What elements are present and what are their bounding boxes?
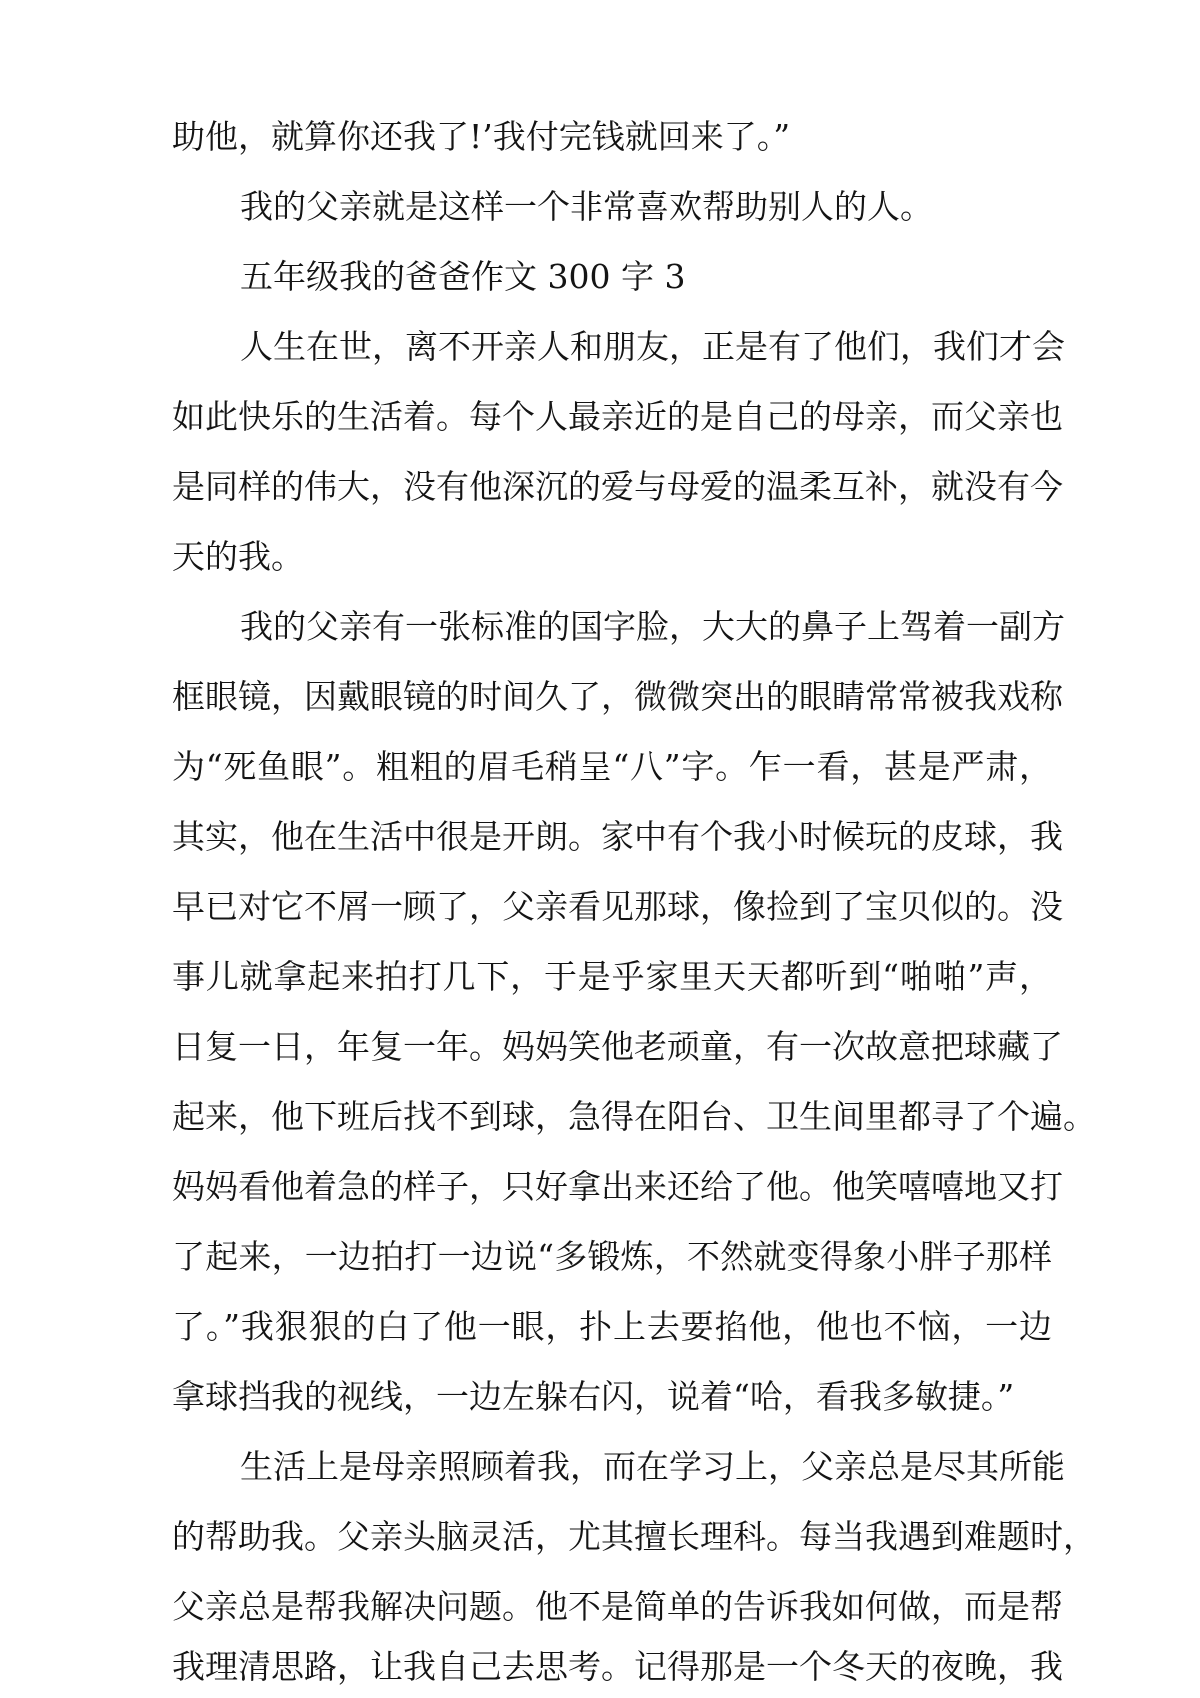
text-line: 早已对它不屑一顾了，父亲看见那球，像捡到了宝贝似的。没 bbox=[172, 887, 1063, 926]
text-line: 助他，就算你还我了!’我付完钱就回来了。” bbox=[172, 117, 791, 156]
text-line: 框眼镜，因戴眼镜的时间久了，微微突出的眼睛常常被我戏称 bbox=[172, 677, 1063, 716]
text-line: 了起来，一边拍打一边说“多锻炼，不然就变得象小胖子那样 bbox=[172, 1237, 1052, 1276]
text-line: 如此快乐的生活着。每个人最亲近的是自己的母亲，而父亲也 bbox=[172, 397, 1063, 436]
section-heading: 五年级我的爸爸作文 300 字 3 bbox=[240, 257, 686, 296]
text-line: 了。”我狠狠的白了他一眼，扑上去要掐他，他也不恼，一边 bbox=[172, 1307, 1052, 1346]
text-line: 的帮助我。父亲头脑灵活，尤其擅长理科。每当我遇到难题时， bbox=[172, 1517, 1096, 1556]
text-line: 日复一日，年复一年。妈妈笑他老顽童，有一次故意把球藏了 bbox=[172, 1027, 1063, 1066]
text-line: 我的父亲有一张标准的国字脸，大大的鼻子上驾着一副方 bbox=[240, 607, 1065, 646]
text-line: 事儿就拿起来拍打几下，于是乎家里天天都听到“啪啪”声， bbox=[172, 957, 1052, 996]
text-line: 是同样的伟大，没有他深沉的爱与母爱的温柔互补，就没有今 bbox=[172, 467, 1063, 506]
text-line: 我理清思路，让我自己去思考。记得那是一个冬天的夜晚，我 bbox=[172, 1647, 1063, 1686]
text-line: 拿球挡我的视线，一边左躲右闪，说着“哈，看我多敏捷。” bbox=[172, 1377, 1015, 1416]
text-line: 我的父亲就是这样一个非常喜欢帮助别人的人。 bbox=[240, 187, 933, 226]
text-line: 人生在世，离不开亲人和朋友，正是有了他们，我们才会 bbox=[240, 327, 1065, 366]
text-line: 父亲总是帮我解决问题。他不是简单的告诉我如何做，而是帮 bbox=[172, 1587, 1063, 1626]
text-line: 起来，他下班后找不到球，急得在阳台、卫生间里都寻了个遍。 bbox=[172, 1097, 1096, 1136]
text-line: 天的我。 bbox=[172, 537, 304, 576]
text-line: 妈妈看他着急的样子，只好拿出来还给了他。他笑嘻嘻地又打 bbox=[172, 1167, 1063, 1206]
text-line: 为“死鱼眼”。粗粗的眉毛稍呈“八”字。乍一看，甚是严肃， bbox=[172, 747, 1052, 786]
text-line: 其实，他在生活中很是开朗。家中有个我小时候玩的皮球，我 bbox=[172, 817, 1063, 856]
text-line: 生活上是母亲照顾着我，而在学习上，父亲总是尽其所能 bbox=[240, 1447, 1065, 1486]
